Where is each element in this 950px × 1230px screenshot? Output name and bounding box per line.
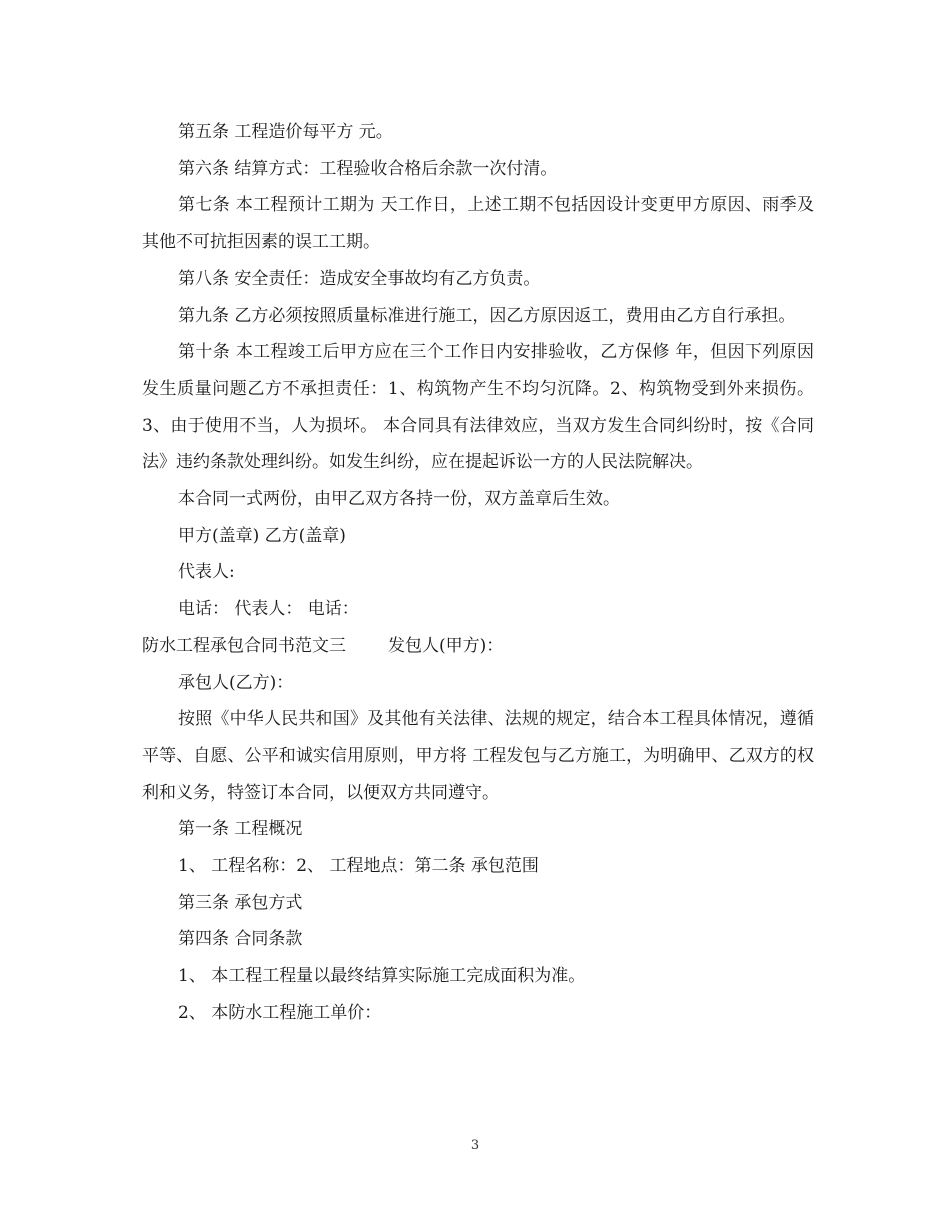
paragraph-article-9: 第九条 乙方必须按照质量标准进行施工，因乙方原因返工，费用由乙方自行承担。 (178, 305, 796, 326)
party-a-label: 发包人(甲方)： (388, 635, 504, 656)
paragraph-phone: 电话： 代表人： 电话： (178, 599, 359, 620)
contract-title-line (142, 628, 814, 665)
paragraph-clause-2: 2、 本防水工程施工单价： (178, 1002, 382, 1023)
paragraph-article-7: 第七条 本工程预计工期为 天工作日，上述工期不包括因设计变更甲方原因、雨季及其他不可抗拒因素的误工工期。 (142, 195, 814, 253)
paragraph-party-b: 承包人(乙方)： (178, 672, 294, 693)
paragraph-seals: 甲方(盖章) 乙方(盖章) (178, 525, 346, 546)
paragraph-article-8: 第八条 安全责任：造成安全事故均有乙方负责。 (178, 268, 541, 289)
paragraph-representative: 代表人: (178, 562, 235, 583)
document-body (142, 114, 814, 1032)
contract-title: 防水工程承包合同书范文三 (142, 635, 346, 656)
paragraph-article-5: 第五条 工程造价每平方 元。 (178, 122, 393, 142)
paragraph-clause-1: 1、 本工程工程量以最终结算实际施工完成面积为准。 (178, 966, 586, 987)
paragraph-article-3: 第三条 承包方式 (178, 892, 303, 913)
paragraph-article-10: 第十条 本工程竣工后甲方应在三个工作日内安排验收，乙方保修 年，但因下列原因发生质量问题乙方不承担责任：1、构筑物产生不均匀沉降。2、构筑物受到外来损伤。3、由于使用不当，人为损坏。 本合同具有法律效应，当双方发生合同纠纷时，按《合同法》违约条款处理纠纷。如发生纠纷，应在提起诉讼一方的人民法院解决。 (142, 342, 814, 473)
paragraph-project-info: 1、 工程名称：2、 工程地点：第二条 承包范围 (178, 856, 539, 877)
paragraph-article-4: 第四条 合同条款 (178, 929, 303, 950)
page-number: 3 (470, 1138, 480, 1153)
paragraph-copies: 本合同一式两份，由甲乙双方各持一份，双方盖章后生效。 (178, 489, 620, 510)
paragraph-preamble: 按照《中华人民共和国》及其他有关法律、法规的规定，结合本工程具体情况，遵循平等、自愿、公平和诚实信用原则，甲方将 工程发包与乙方施工，为明确甲、乙双方的权利和义务，特签订本合同，以便双方共同遵守。 (142, 709, 814, 803)
paragraph-article-1: 第一条 工程概况 (178, 819, 303, 840)
paragraph-article-6: 第六条 结算方式：工程验收合格后余款一次付清。 (178, 158, 558, 179)
